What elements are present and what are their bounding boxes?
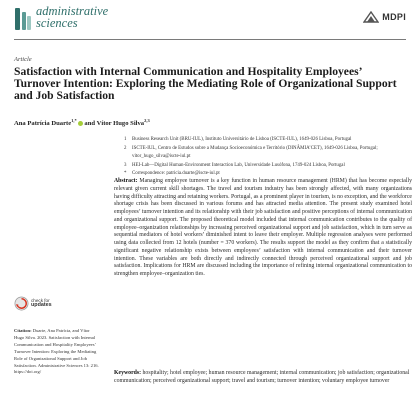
affiliation-number: 3 — [124, 162, 127, 168]
author-name[interactable]: Vítor Hugo Silva — [96, 120, 145, 128]
abstract-text: Managing employee turnover is a key function in human resource management (HRM) that has become especially relevant given current skill shortages. The travel and tourism industry has been strongly affected, with many organizations having difficulty attracting and retaining workers. Portugal, as a prominent player in tourism, is no exception, and the workforce shortage crisis has been discussed in various forums and has attracted media attention. The present study examined hotel employees’ turnover intention and its relationship with their job satisfaction and positive perceptions of internal communication and organizational support. The proposed theoretical model included that internal communication contributes to the quality of employee–organization relationships by increasing perceived organizational support and job satisfaction, which in turn serve as sequential mediators of hotel workers’ diminished intent to leave their employer. Multiple regression analyses were performed using data collected from 12 hotels (number = 370 workers). The results support the model as they confirm that a statistically significant negative relationship exists between employees’ satisfaction with internal communication and their turnover intention. These variables are both directly and indirectly connected through perceived organizational support and job satisfaction. Implications for HRM are discussed including the importance of refining internal organizational communication to strengthen employee–organization ties. — [114, 178, 412, 277]
author-list — [14, 118, 150, 127]
affiliations — [124, 136, 414, 179]
check-for-updates-icon — [14, 296, 29, 311]
author-affiliation-marker: 1,* — [71, 118, 77, 123]
correspondence-marker: * — [124, 171, 127, 177]
journal-name-line1: administrative — [36, 4, 109, 18]
affiliation-item — [124, 162, 414, 171]
correspondence-text[interactable]: Correspondence: patricia.duarte@iscte-iul.pt — [132, 171, 220, 177]
author-conjunction: and — [84, 120, 96, 128]
citation — [14, 328, 100, 376]
header-divider — [14, 39, 406, 40]
author-affiliation-marker: 2,3 — [144, 118, 150, 123]
keywords-label: Keywords: — [114, 370, 142, 376]
publisher-logo — [363, 11, 406, 23]
abstract — [114, 178, 412, 279]
affiliation-text: Business Research Unit (BRU-IUL), Instituto Universitário de Lisboa (ISCTE-IUL), 1649-026 Lisboa, Portugal — [132, 137, 352, 142]
updates-line2: updates — [31, 302, 52, 308]
affiliation-number: 1 — [124, 137, 127, 142]
journal-logo — [14, 4, 154, 34]
citation-text: Duarte, Ana Patrícia, and Vítor Hugo Silva. 2023. Satisfaction with Internal Communication and Hospitality Employees’ Turnover Intention: Exploring the Mediating Role of Organizational Support and Job Satisfaction. Administrative Sciences 13: 216. https://doi.org/ — [14, 328, 99, 375]
orcid-icon[interactable] — [78, 121, 83, 126]
updates-line1: check for — [31, 298, 50, 303]
article-title: Satisfaction with Internal Communication and Hospitality Employees’ Turnover Intention: Exploring the Mediating Role of Organizational Support and Job Satisfaction — [14, 65, 397, 103]
affiliation-text: ISCTE-IUL, Centro de Estudos sobre a Mudança Socioeconómica e Território (DINÂMIA’CET), 1649-026 Lisboa, Portugal; vitor_hugo_silva@iscte-iul.pt — [132, 145, 378, 160]
author-name[interactable]: Ana Patrícia Duarte — [14, 120, 72, 128]
mdpi-logo-icon — [363, 11, 379, 23]
affiliation-item — [124, 136, 414, 145]
citation-label: Citation: — [14, 328, 32, 333]
keywords — [114, 370, 412, 386]
abstract-label: Abstract: — [114, 178, 138, 184]
affiliation-number: 2 — [124, 145, 127, 151]
keywords-text: hospitality; hotel employee; human resource management; internal communication; job satisfaction; organizational communication; perceived organizational support; travel and tourism; turnover intention; voluntary employee turnover — [114, 370, 410, 384]
check-for-updates-button[interactable] — [14, 296, 52, 316]
journal-logo-icon — [14, 6, 32, 32]
affiliation-item — [124, 145, 414, 162]
journal-name-line2: sciences — [36, 16, 78, 30]
publisher-name: MDPI — [382, 12, 406, 22]
check-for-updates-label — [31, 298, 52, 308]
affiliation-text: HEI-Lab—Digital Human-Environment Interaction Lab, Universidade Lusófona, 1749-024 Lisboa, Portugal — [132, 162, 345, 168]
article-type: Article — [14, 56, 32, 63]
journal-name — [36, 5, 108, 29]
